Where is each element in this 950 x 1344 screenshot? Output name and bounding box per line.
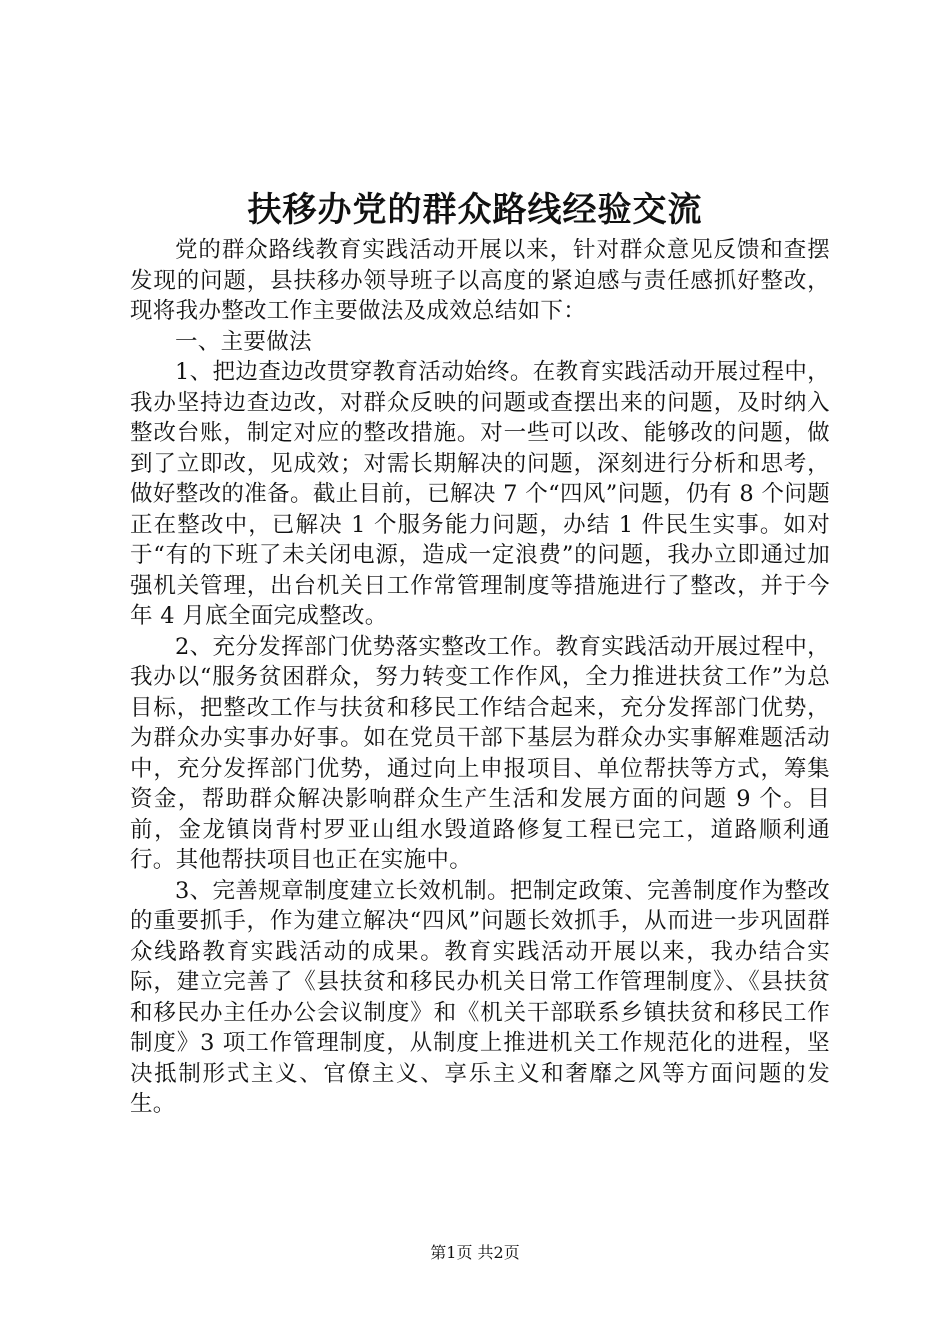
body-paragraph-1: 1、把边查边改贯穿教育活动始终。在教育实践活动开展过程中，我办坚持边查边改，对群众反映的问题或查摆出来的问题，及时纳入整改台账，制定对应的整改措施。对一些可以改、能够改的问题，做到了立即改，见成效；对需长期解决的问题，深刻进行分析和思考，做好整改的准备。截止目前，已解决 7 个“四风”问题，仍有 8 个问题正在整改中，已解决 1 个服务能力问题，办结 1 件民生实事。如对于“有的下班了未关闭电源，造成一定浪费”的问题，我办立即通过加强机关管理，出台机关日工作常管理制度等措施进行了整改，并于今年 4 月底全面完成整改。: [130, 359, 830, 629]
intro-paragraph: 党的群众路线教育实践活动开展以来，针对群众意见反馈和查摆发现的问题，县扶移办领导班子以高度的紧迫感与责任感抓好整改，现将我办整改工作主要做法及成效总结如下：: [130, 237, 830, 324]
body-paragraph-2: 2、充分发挥部门优势落实整改工作。教育实践活动开展过程中，我办以“服务贫困群众，努力转变工作作风，全力推进扶贫工作”为总目标，把整改工作与扶贫和移民工作结合起来，充分发挥部门优势，为群众办实事办好事。如在党员干部下基层为群众办实事解难题活动中，充分发挥部门优势，通过向上申报项目、单位帮扶等方式，筹集资金，帮助群众解决影响群众生产生活和发展方面的问题 9 个。目前，金龙镇岗背村罗亚山组水毁道路修复工程已完工，道路顺利通行。其他帮扶项目也正在实施中。: [130, 633, 830, 873]
document-title: 扶移办党的群众路线经验交流: [247, 190, 703, 230]
body-paragraph-3: 3、完善规章制度建立长效机制。把制定政策、完善制度作为整改的重要抓手，作为建立解决“四风”问题长效抓手，从而进一步巩固群众线路教育实践活动的成果。教育实践活动开展以来，我办结合实际，建立完善了《县扶贫和移民办机关日常工作管理制度》、《县扶贫和移民办主任办公会议制度》和《机关干部联系乡镇扶贫和移民工作制度》3 项工作管理制度，从制度上推进机关工作规范化的进程，坚决抵制形式主义、官僚主义、享乐主义和奢靡之风等方面问题的发生。: [130, 877, 830, 1117]
section-heading: 一、主要做法: [175, 328, 312, 355]
document-body: [130, 235, 830, 1120]
page-number-footer: 第1页 共2页: [430, 1243, 520, 1262]
